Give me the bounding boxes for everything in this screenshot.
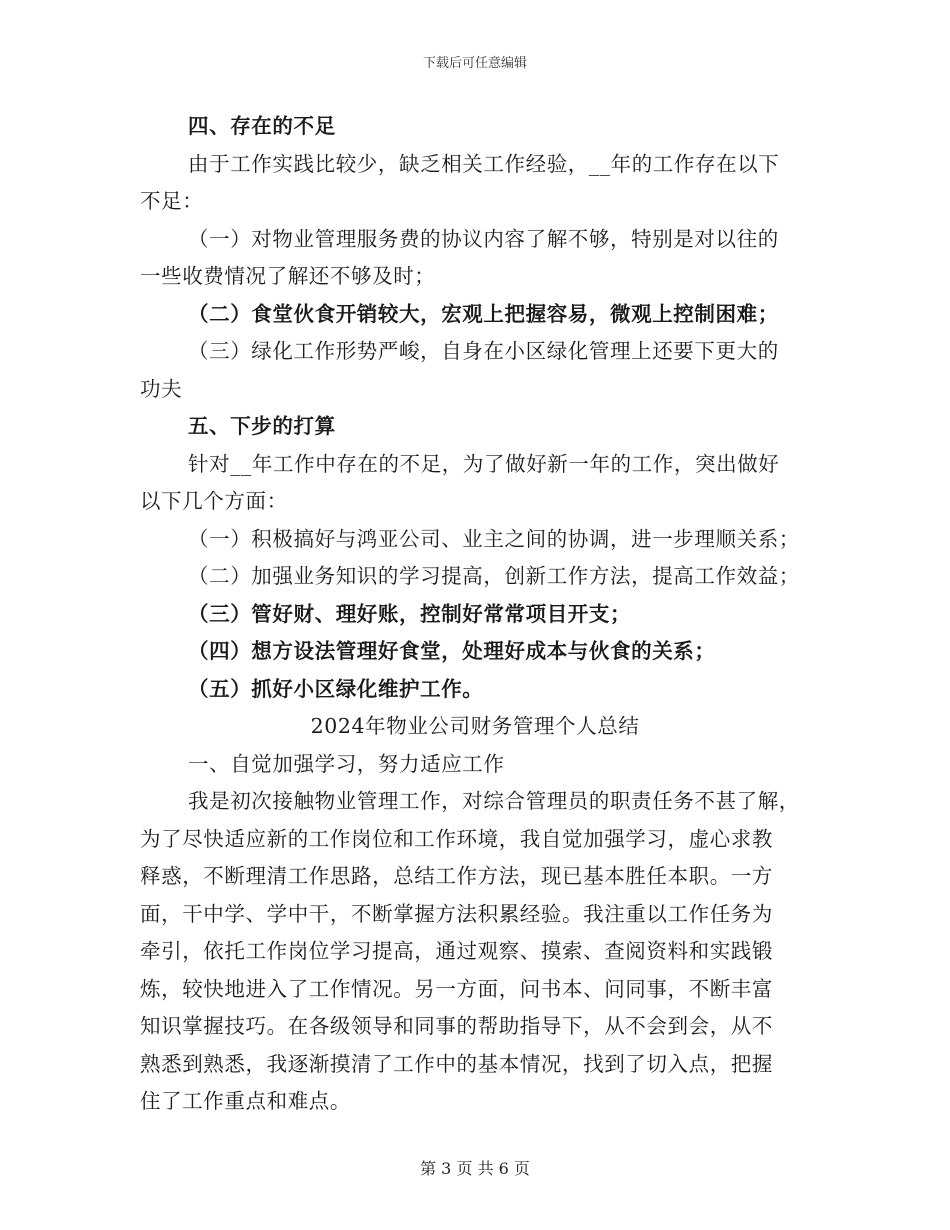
text-line: 以下几个方面： — [140, 489, 288, 513]
text-line: 为了尽快适应新的工作岗位和工作环境，我自觉加强学习，虚心求教 — [140, 826, 773, 851]
text-line: 知识掌握技巧。在各级领导和同事的帮助指导下，从不会到会，从不 — [140, 1014, 773, 1038]
section-title: 2024年物业公司财务管理个人总结 — [310, 714, 640, 738]
text-line: 牵引，依托工作岗位学习提高，通过观察、摸索、查阅资料和实践锻 — [140, 939, 773, 963]
text-line: （二）食堂伙食开销较大，宏观上把握容易，微观上控制困难； — [188, 301, 779, 326]
text-line: （三）管好财、理好账，控制好常常项目开支； — [188, 601, 632, 626]
text-line: 住了工作重点和难点。 — [140, 1089, 351, 1113]
text-line: 由于工作实践比较少，缺乏相关工作经验，__年的工作存在以下 — [188, 151, 780, 176]
text-line: 炼，较快地进入了工作情况。另一方面，问书本、问同事，不断丰富 — [140, 976, 773, 1001]
text-line: （一）积极搞好与鸿亚公司、业主之间的协调，进一步理顺关系； — [188, 526, 800, 551]
text-line: 五、下步的打算 — [188, 414, 336, 438]
page-footer-number: 第 3 页 共 6 页 — [420, 1159, 530, 1178]
text-line: 针对__年工作中存在的不足，为了做好新一年的工作，突出做好 — [188, 451, 780, 476]
text-line: 我是初次接触物业管理工作，对综合管理员的职责任务不甚了解， — [188, 789, 800, 813]
document-body — [140, 108, 810, 1121]
text-line: （五）抓好小区绿化维护工作。 — [188, 676, 484, 701]
text-line: 功夫 — [140, 376, 183, 401]
text-line: 面，干中学、学中干，不断掌握方法积累经验。我注重以工作任务为 — [140, 901, 773, 926]
text-line: 熟悉到熟悉，我逐渐摸清了工作中的基本情况，找到了切入点，把握 — [140, 1051, 773, 1076]
text-line: （二）加强业务知识的学习提高，创新工作方法，提高工作效益； — [188, 564, 800, 588]
text-line: （一）对物业管理服务费的协议内容了解不够，特别是对以往的 — [188, 226, 779, 251]
page-header-note: 下载后可任意编辑 — [422, 56, 527, 71]
text-line: （三）绿化工作形势严峻，自身在小区绿化管理上还要下更大的 — [188, 339, 779, 363]
text-line: 四、存在的不足 — [188, 114, 336, 138]
text-line: 一、自觉加强学习，努力适应工作 — [188, 751, 505, 776]
text-line: 释惑，不断理清工作思路，总结工作方法，现已基本胜任本职。一方 — [140, 864, 773, 888]
text-line: 一些收费情况了解还不够及时； — [140, 264, 436, 288]
text-line: 不足： — [140, 189, 204, 213]
text-line: （四）想方设法管理好食堂，处理好成本与伙食的关系； — [188, 639, 716, 663]
